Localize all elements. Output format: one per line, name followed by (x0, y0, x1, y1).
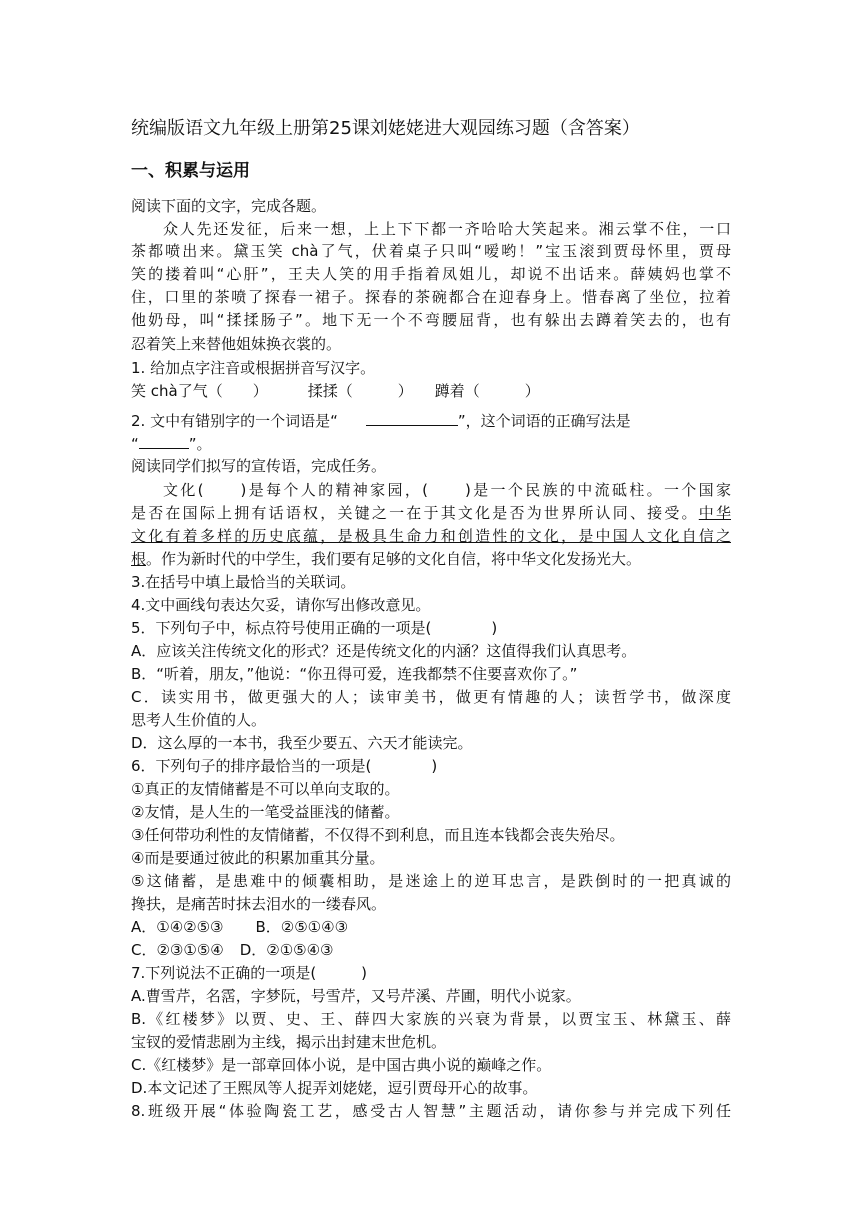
page-title: 统编版语文九年级上册第25课刘姥姥进大观园练习题（含答案） (131, 118, 640, 139)
q5-stem: 5．下列句子中，标点符号使用正确的一项是( ) (131, 619, 498, 637)
q6-option-a: A．①④②⑤③ (131, 918, 224, 936)
slogan-line-1: 文化( )是每个人的精神家园，( )是一个民族的中流砥柱。一个国家 (163, 481, 731, 499)
q8-stem: 8.班级开展“体验陶瓷工艺，感受古人智慧”主题活动，请你参与并完成下列任 (131, 1102, 731, 1120)
q7-option-b-line-2: 宝钗的爱情悲剧为主线，揭示出封建末世危机。 (131, 1033, 447, 1051)
q1-item-c: 蹲着（ ） (434, 382, 540, 400)
passage-line-6: 忍着笑上来替他姐妹换衣裳的。 (131, 335, 342, 353)
q6-options-cd (131, 939, 731, 961)
q7-option-b-line-1: B.《红楼梦》以贾、史、王、薛四大家族的兴衰为背景，以贾宝玉、林黛玉、薛 (131, 1010, 731, 1028)
q1-stem: 1. 给加点字注音或根据拼音写汉字。 (131, 359, 376, 377)
q7-option-d: D.本文记述了王熙凤等人捉弄刘姥姥，逗引贾母开心的故事。 (131, 1079, 538, 1097)
slogan-text-end: 。作为新时代的中学生，我们要有足够的文化自信，将中华文化发扬光大。 (146, 550, 642, 568)
passage-line-1: 众人先还发征，后来一想，上上下下都一齐哈哈大笑起来。湘云掌不住，一口 (163, 220, 731, 238)
slogan-line-2 (131, 502, 731, 524)
underlined-sentence-part: 中华 (698, 504, 731, 522)
q1-item-b: 揉揉（ ） (307, 382, 413, 400)
q7-option-a: A.曹雪芹，名霑，字梦阮，号雪芹，又号芹溪、芹圃，明代小说家。 (131, 987, 581, 1005)
slogan-line-3: 文化有着多样的历史底蕴，是极具生命力和创造性的文化，是中国人文化自信之 (131, 527, 731, 545)
q7-option-c: C.《红楼梦》是一部章回体小说，是中国古典小说的巅峰之作。 (131, 1056, 552, 1074)
q6-sentence-2: ②友情，是人生的一笔受益匪浅的储蓄。 (131, 803, 400, 821)
reading-intro: 阅读下面的文字，完成各题。 (131, 197, 327, 215)
q6-option-c: C．②③①⑤④ (131, 941, 224, 959)
passage-line-2: 茶都喷出来。黛玉笑 chà了气，伏着桌子只叫“嗳哟！”宝玉滚到贾母怀里，贾母 (131, 242, 731, 260)
passage-line-3: 笑的搂着叫“心肝”，王夫人笑的用手指着凤姐儿，却说不出话来。薛姨妈也掌不 (131, 265, 731, 283)
q2-text-a: 2. 文中有错别字的一个词语是“ (131, 412, 338, 430)
reading-intro-2: 阅读同学们拟写的宣传语，完成任务。 (131, 457, 387, 475)
q6-sentence-5-line-2: 搀扶，是痛苦时抹去泪水的一缕春风。 (131, 895, 387, 913)
q2-text-c: “ (131, 435, 139, 453)
q6-sentence-4: ④而是要通过彼此的积累加重其分量。 (131, 849, 385, 867)
q5-option-b: B．“听着，朋友，”他说：“你丑得可爱，连我都禁不住要喜欢你了。” (131, 665, 578, 683)
section-heading: 一、积累与运用 (131, 161, 250, 181)
q2-line-1 (131, 410, 731, 432)
underlined-sentence-end: 根 (131, 550, 147, 568)
q6-sentence-3: ③任何带功利性的友情储蓄，不仅得不到利息，而且连本钱都会丧失殆尽。 (131, 826, 625, 844)
q2-text-b: ”，这个词语的正确写法是 (457, 412, 631, 430)
q5-option-c-line-2: 思考人生价值的人。 (131, 711, 267, 729)
q6-sentence-5-line-1: ⑤这储蓄，是患难中的倾囊相助，是迷途上的逆耳忠言，是跌倒时的一把真诚的 (131, 872, 731, 890)
q3-stem: 3.在括号中填上最恰当的关联词。 (131, 573, 356, 591)
q5-option-a: A．应该关注传统文化的形式？还是传统文化的内涵？这值得我们认真思考。 (131, 642, 637, 660)
slogan-line-4 (131, 548, 731, 570)
q1-items (131, 380, 731, 402)
q2-text-d: ”。 (188, 435, 212, 453)
slogan-text: 是否在国际上拥有话语权，关键之一在于其文化是否为世界所认同、接受。 (131, 504, 699, 522)
q7-stem: 7.下列说法不正确的一项是( ) (131, 964, 368, 982)
passage-line-4: 住，口里的茶喷了探春一裙子。探春的茶碗都合在迎春身上。惜春离了坐位，拉着 (131, 288, 731, 306)
q6-stem: 6．下列句子的排序最恰当的一项是( ) (131, 757, 438, 775)
q6-sentence-1: ①真正的友情储蓄是不可以单向支取的。 (131, 780, 400, 798)
q2-blank-1[interactable] (366, 411, 458, 426)
q4-stem: 4.文中画线句表达欠妥，请你写出修改意见。 (131, 596, 431, 614)
q6-option-b: B．②⑤①④③ (255, 918, 349, 936)
q2-blank-2[interactable] (139, 434, 189, 449)
q2-line-2 (131, 433, 731, 455)
q6-options-ab (131, 916, 731, 938)
q5-option-c-line-1: C．读实用书，做更强大的人；读审美书，做更有情趣的人；读哲学书，做深度 (131, 688, 731, 706)
q1-item-a: 笑 chà了气（ ） (131, 382, 268, 400)
q5-option-d: D．这么厚的一本书，我至少要五、六天才能读完。 (131, 734, 473, 752)
passage-line-5: 他奶母，叫“揉揉肠子”。地下无一个不弯腰屈背，也有躲出去蹲着笑去的，也有 (131, 311, 731, 329)
q6-option-d: D．②①⑤④③ (239, 941, 334, 959)
